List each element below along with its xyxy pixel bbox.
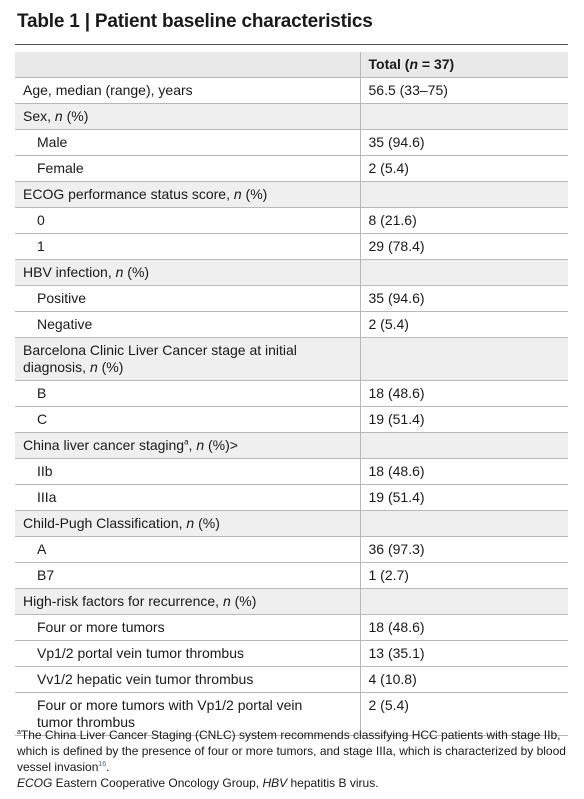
row-label: A bbox=[15, 537, 360, 563]
table-row bbox=[15, 234, 568, 260]
section-value bbox=[360, 338, 568, 381]
row-label: B7 bbox=[15, 563, 360, 589]
section-row bbox=[15, 589, 568, 615]
row-label: IIIa bbox=[15, 485, 360, 511]
section-row bbox=[15, 104, 568, 130]
row-value: 18 (48.6) bbox=[360, 381, 568, 407]
row-value: 2 (5.4) bbox=[360, 693, 568, 736]
table-row bbox=[15, 615, 568, 641]
row-label: Negative bbox=[15, 312, 360, 338]
row-value: 18 (48.6) bbox=[360, 615, 568, 641]
table-row bbox=[15, 407, 568, 433]
table-row bbox=[15, 563, 568, 589]
table-row bbox=[15, 156, 568, 182]
row-label: Female bbox=[15, 156, 360, 182]
table-row bbox=[15, 130, 568, 156]
section-label: Sex, n (%) bbox=[15, 104, 360, 130]
row-label: Age, median (range), years bbox=[15, 78, 360, 104]
row-value: 19 (51.4) bbox=[360, 485, 568, 511]
row-value: 13 (35.1) bbox=[360, 641, 568, 667]
footnote-abbreviations: ECOG Eastern Cooperative Oncology Group, HBV hepatitis B virus. bbox=[17, 776, 379, 790]
row-label: Vv1/2 hepatic vein tumor thrombus bbox=[15, 667, 360, 693]
row-label: Four or more tumors with Vp1/2 portal vein tumor thrombus bbox=[15, 693, 360, 736]
table-row bbox=[15, 485, 568, 511]
section-value bbox=[360, 589, 568, 615]
row-value: 4 (10.8) bbox=[360, 667, 568, 693]
section-label: High-risk factors for recurrence, n (%) bbox=[15, 589, 360, 615]
row-value: 18 (48.6) bbox=[360, 459, 568, 485]
section-label: China liver cancer staging$^a$, n (%)> bbox=[15, 433, 360, 459]
table-row bbox=[15, 537, 568, 563]
row-value: 2 (5.4) bbox=[360, 156, 568, 182]
row-value: 8 (21.6) bbox=[360, 208, 568, 234]
table-row bbox=[15, 312, 568, 338]
section-value bbox=[360, 182, 568, 208]
section-row bbox=[15, 433, 568, 459]
row-label: IIb bbox=[15, 459, 360, 485]
section-row bbox=[15, 182, 568, 208]
table-row bbox=[15, 641, 568, 667]
section-label: Barcelona Clinic Liver Cancer stage at initial diagnosis, n (%) bbox=[15, 338, 360, 381]
table-row bbox=[15, 286, 568, 312]
table-row bbox=[15, 208, 568, 234]
patient-characteristics-table bbox=[15, 52, 568, 736]
section-value bbox=[360, 104, 568, 130]
section-row bbox=[15, 338, 568, 381]
section-value bbox=[360, 511, 568, 537]
row-label: 1 bbox=[15, 234, 360, 260]
row-value: 56.5 (33–75) bbox=[360, 78, 568, 104]
row-value: 2 (5.4) bbox=[360, 312, 568, 338]
table-header-row bbox=[15, 52, 568, 78]
table-row bbox=[15, 78, 568, 104]
row-label: Male bbox=[15, 130, 360, 156]
table-row bbox=[15, 667, 568, 693]
page-title: Table 1 | Patient baseline characteristics bbox=[17, 11, 373, 32]
table-footnote bbox=[17, 727, 567, 791]
header-total-cell: Total (n = 37) bbox=[360, 52, 568, 78]
table-row bbox=[15, 459, 568, 485]
table-row bbox=[15, 381, 568, 407]
section-label: ECOG performance status score, n (%) bbox=[15, 182, 360, 208]
title-rule bbox=[15, 44, 568, 45]
section-label: Child-Pugh Classification, n (%) bbox=[15, 511, 360, 537]
row-value: 35 (94.6) bbox=[360, 286, 568, 312]
footnote-cnlc: $^a$The China Liver Cancer Staging (CNLC) system recommends classifying HCC patients with stage IIb, which is defined by the presence of four or more tumors, and stage IIIa, which is characterized by blood vessel invasion$^{16}$. bbox=[17, 728, 566, 774]
row-value: 1 (2.7) bbox=[360, 563, 568, 589]
header-label-cell bbox=[15, 52, 360, 78]
row-label: Four or more tumors bbox=[15, 615, 360, 641]
section-row bbox=[15, 260, 568, 286]
section-label: HBV infection, n (%) bbox=[15, 260, 360, 286]
row-value: 36 (97.3) bbox=[360, 537, 568, 563]
row-value: 19 (51.4) bbox=[360, 407, 568, 433]
row-label: 0 bbox=[15, 208, 360, 234]
section-row bbox=[15, 511, 568, 537]
section-value bbox=[360, 260, 568, 286]
row-value: 35 (94.6) bbox=[360, 130, 568, 156]
row-label: B bbox=[15, 381, 360, 407]
row-value: 29 (78.4) bbox=[360, 234, 568, 260]
section-value bbox=[360, 433, 568, 459]
row-label: Vp1/2 portal vein tumor thrombus bbox=[15, 641, 360, 667]
row-label: C bbox=[15, 407, 360, 433]
row-label: Positive bbox=[15, 286, 360, 312]
